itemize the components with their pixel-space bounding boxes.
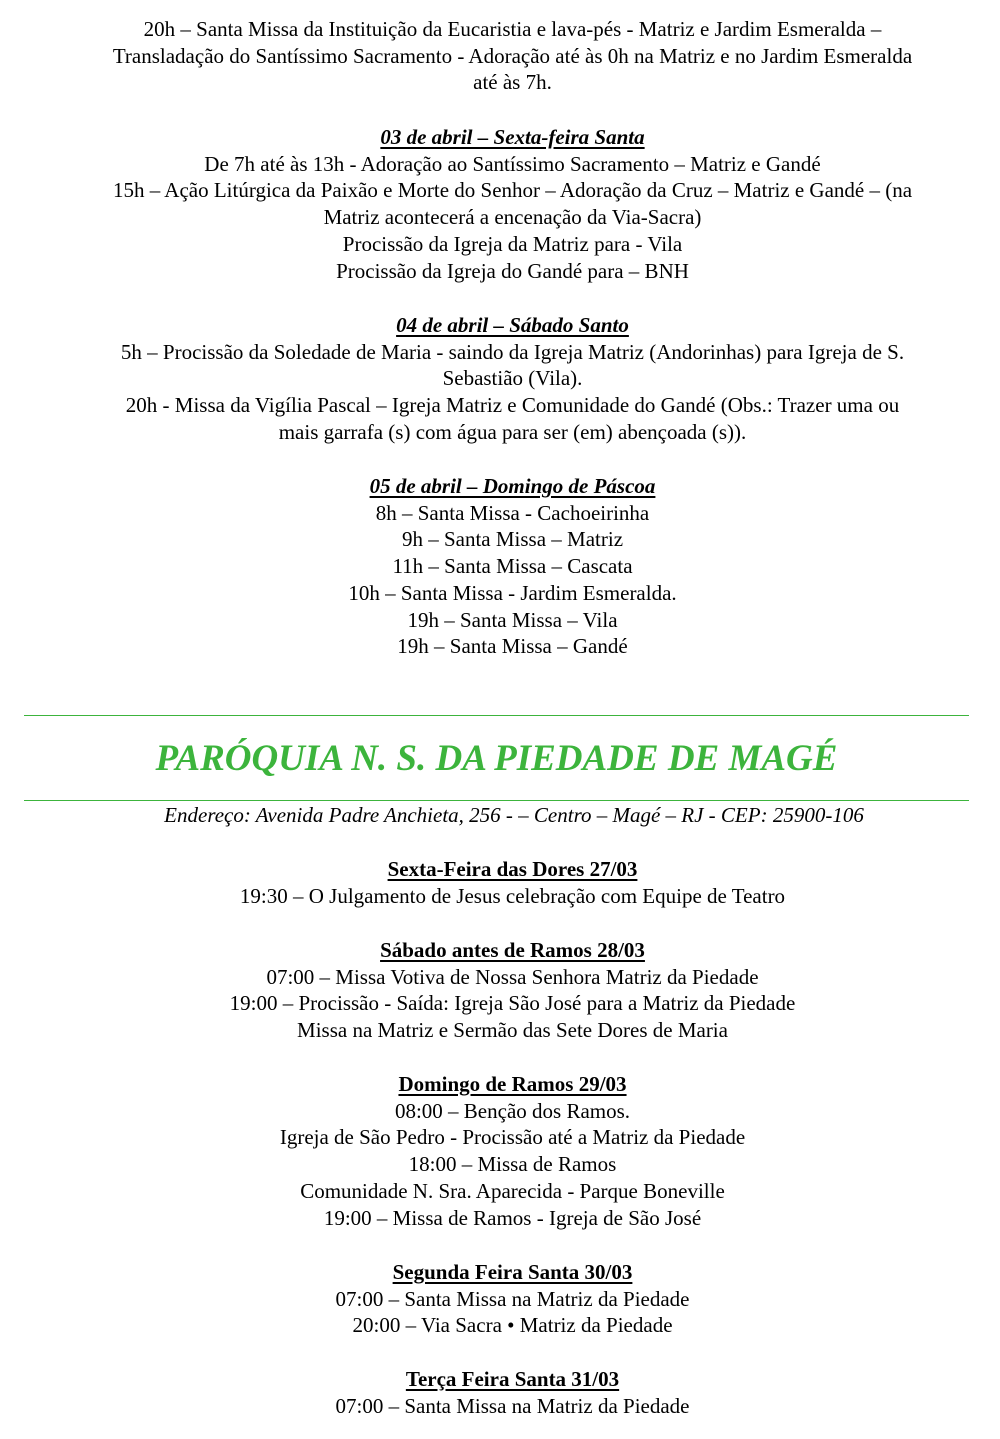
schedule-line: 07:00 – Santa Missa na Matriz da Piedade [335,1393,690,1418]
schedule-line: De 7h até às 13h - Adoração ao Santíssimo Sacramento – Matriz e Gandé [204,151,821,176]
section-heading: Terça Feira Santa 31/03 [405,1367,620,1391]
schedule-line: mais garrafa (s) com água para ser (em) abençoada (s)). [278,419,747,444]
schedule-line: 8h – Santa Missa - Cachoeirinha [375,500,650,525]
schedule-line: 07:00 – Missa Votiva de Nossa Senhora Matriz da Piedade [266,964,759,989]
schedule-line: 19:00 – Missa de Ramos - Igreja de São José [323,1205,702,1230]
schedule-line: 18:00 – Missa de Ramos [408,1152,617,1177]
schedule-line: 9h – Santa Missa – Matriz [401,527,624,552]
schedule-line: 11h – Santa Missa – Cascata [392,554,633,579]
schedule-line: 07:00 – Santa Missa na Matriz da Piedade [335,1286,690,1311]
section-heading: 03 de abril – Sexta-feira Santa [380,125,645,149]
parish-section [40,1071,985,1231]
parish-address: Endereço: Avenida Padre Anchieta, 256 - – Centro – Magé – RJ - CEP: 25900-106 [164,803,864,827]
schedule-line: Comunidade N. Sra. Aparecida - Parque Boneville [300,1178,725,1203]
thursday-block [40,16,985,96]
schedule-line: 19h – Santa Missa – Gandé [397,634,628,659]
green-divider-top [24,715,969,716]
section-heading: 04 de abril – Sábado Santo [396,313,629,337]
section-heading: 05 de abril – Domingo de Páscoa [369,474,656,498]
parish-section [40,856,985,909]
schedule-line: 19:30 – O Julgamento de Jesus celebração com Equipe de Teatro [239,883,786,908]
schedule-line: 15h – Ação Litúrgica da Paixão e Morte do Senhor – Adoração da Cruz – Matriz e Gandé – (na [112,178,913,203]
parish-title: PARÓQUIA N. S. DA PIEDADE DE MAGÉ [155,738,838,779]
green-divider-bottom [24,800,969,801]
parish-section [40,1366,985,1419]
schedule-line: 19:00 – Procissão - Saída: Igreja São José para a Matriz da Piedade [229,991,796,1016]
section-heading: Segunda Feira Santa 30/03 [392,1260,633,1284]
section-heading: Sexta-Feira das Dores 27/03 [387,857,638,881]
thursday-line: Transladação do Santíssimo Sacramento - Adoração até às 0h na Matriz e no Jardim Esmeralda [112,43,913,68]
section-heading: Domingo de Ramos 29/03 [398,1072,627,1096]
parish-section [40,1259,985,1339]
parish-section [40,937,985,1044]
saturday-block [40,312,985,446]
schedule-line: 20:00 – Via Sacra • Matriz da Piedade [352,1313,673,1338]
schedule-line: Sebastião (Vila). [442,366,583,391]
thursday-line: 20h – Santa Missa da Instituição da Eucaristia e lava-pés - Matriz e Jardim Esmeralda – [143,17,882,41]
schedule-line: Igreja de São Pedro - Procissão até a Matriz da Piedade [279,1125,746,1150]
schedule-line: 5h – Procissão da Soledade de Maria - saindo da Igreja Matriz (Andorinhas) para Igreja de S. [120,339,905,364]
schedule-line: 20h - Missa da Vigília Pascal – Igreja Matriz e Comunidade do Gandé (Obs.: Trazer uma ou [125,393,900,418]
schedule-line: Missa na Matriz e Sermão das Sete Dores de Maria [297,1018,728,1043]
thursday-line: até às 7h. [473,70,552,95]
schedule-line: Matriz acontecerá a encenação da Via-Sacra) [323,205,702,230]
sunday-block [40,473,985,660]
schedule-line: Procissão da Igreja da Matriz para - Vila [342,231,683,256]
schedule-line: 10h – Santa Missa - Jardim Esmeralda. [348,580,677,605]
schedule-line: 19h – Santa Missa – Vila [407,607,618,632]
section-heading: Sábado antes de Ramos 28/03 [380,938,645,962]
schedule-line: 08:00 – Benção dos Ramos. [394,1098,631,1123]
schedule-line: Procissão da Igreja do Gandé para – BNH [336,258,689,283]
friday-block [40,124,985,284]
